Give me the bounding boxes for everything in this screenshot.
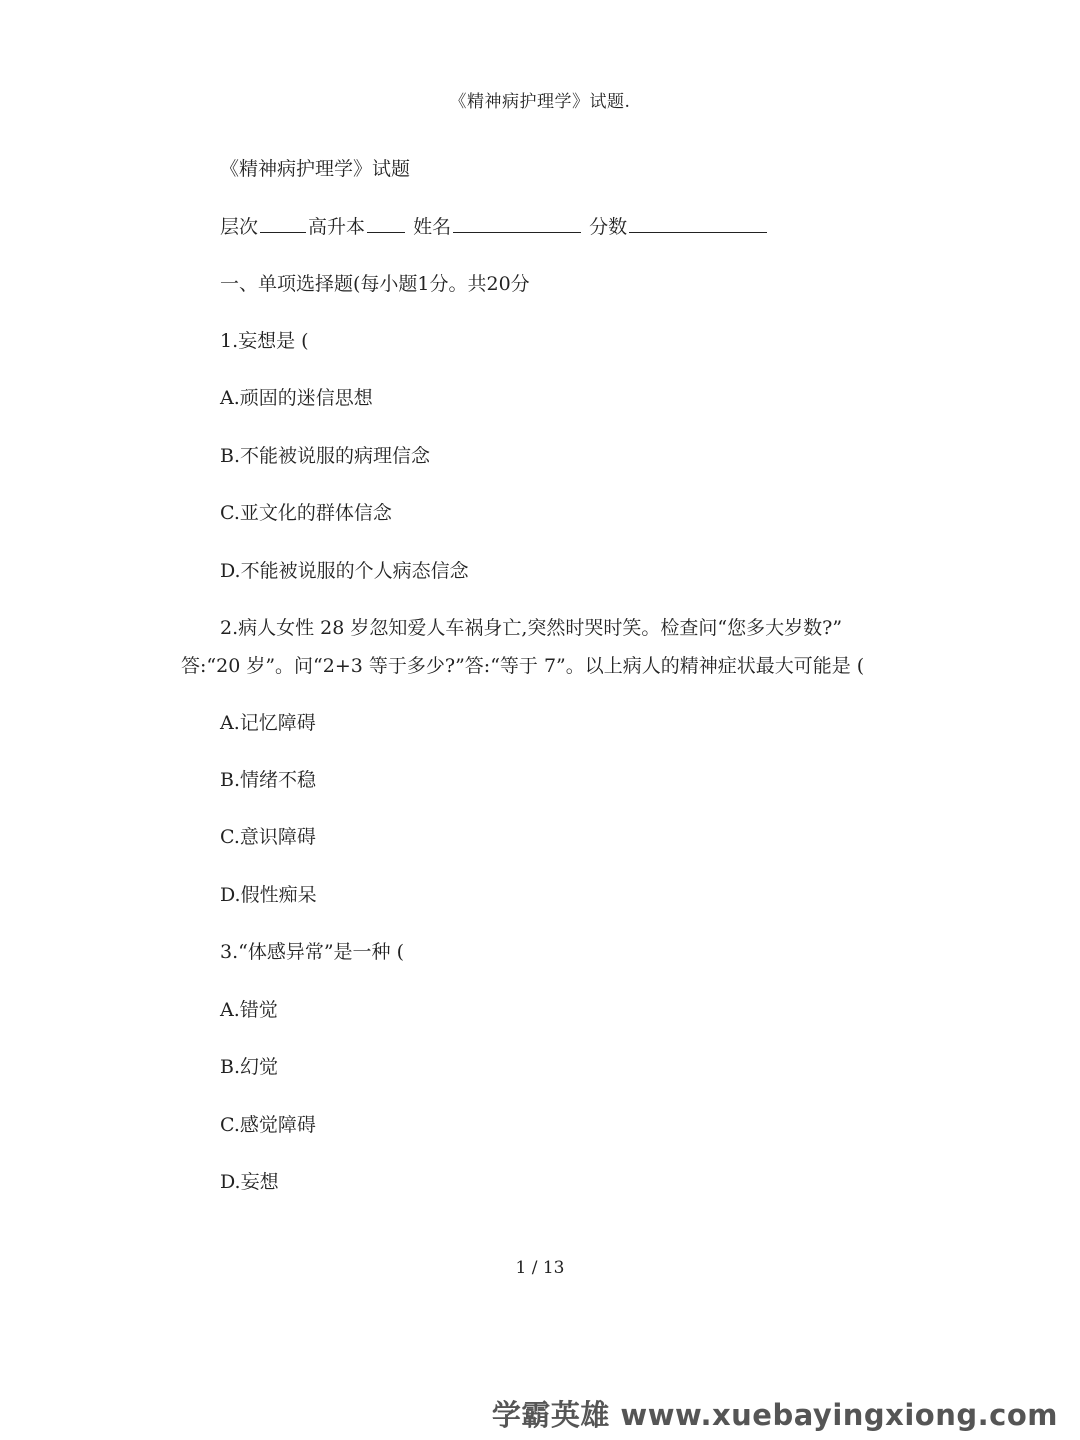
level-trailing-blank: [367, 214, 405, 233]
section-heading: 一、单项选择题(每小题1分。共20分: [220, 273, 530, 295]
score-blank: [629, 214, 767, 233]
page-number: 1 / 13: [515, 1258, 565, 1278]
question-1-option-c: C.亚文化的群体信念: [220, 502, 392, 524]
question-3-option-c: C.感觉障碍: [220, 1114, 316, 1136]
exam-title: 《精神病护理学》试题: [220, 158, 411, 180]
question-2-option-b: B.情绪不稳: [220, 769, 317, 791]
question-2-option-d: D.假性痴呆: [220, 884, 317, 906]
question-2-option-a: A.记忆障碍: [220, 712, 316, 734]
question-3-option-b: B.幻觉: [220, 1056, 279, 1078]
level-value: 高升本: [308, 216, 366, 238]
score-label: 分数: [589, 216, 628, 238]
question-1-stem: 1.妄想是 (: [220, 330, 309, 352]
name-label: 姓名: [413, 216, 452, 238]
question-3-stem: 3.“体感异常”是一种 (: [220, 941, 405, 963]
question-2-option-c: C.意识障碍: [220, 826, 316, 848]
level-blank: [260, 214, 306, 233]
question-3-option-d: D.妄想: [220, 1171, 279, 1193]
question-1-option-a: A.顽固的迷信思想: [220, 387, 373, 409]
question-3-option-a: A.错觉: [220, 999, 278, 1021]
level-label: 层次: [220, 216, 259, 238]
question-2-stem-line-2: 答:“20 岁”。问“2+3 等于多少?”答:“等于 7”。以上病人的精神症状最大可能是 (: [181, 655, 865, 677]
site-watermark: 学霸英雄 www.xuebayingxiong.com: [491, 1398, 1058, 1432]
question-1-option-d: D.不能被说服的个人病态信念: [220, 560, 469, 582]
name-blank: [453, 214, 581, 233]
exam-info-line: [220, 212, 769, 239]
question-1-option-b: B.不能被说服的病理信念: [220, 445, 431, 467]
question-2-stem-line-1: 2.病人女性 28 岁忽知爱人车祸身亡,突然时哭时笑。检查问“您多大岁数?”: [220, 617, 843, 639]
running-header: 《精神病护理学》试题.: [449, 92, 631, 112]
